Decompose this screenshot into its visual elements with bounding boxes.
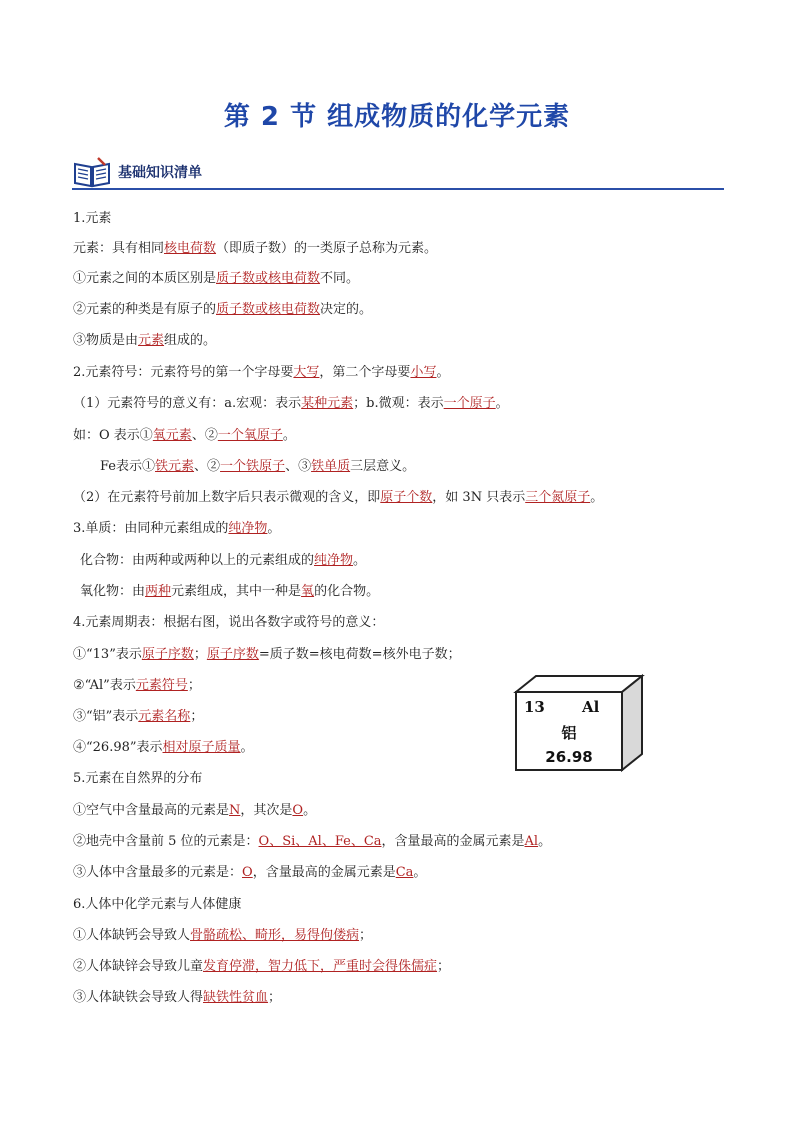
text-line: [73, 739, 254, 757]
static-text: 6.人体中化学元素与人体健康: [73, 897, 242, 912]
static-text: 不同。: [320, 271, 360, 286]
cube-element-name: 铝: [561, 724, 577, 742]
text-line: [73, 864, 426, 882]
text-line: [73, 240, 437, 258]
text-line: [73, 958, 450, 976]
text-line: [73, 646, 461, 664]
static-text: ；: [437, 959, 451, 974]
text-line: [80, 552, 366, 570]
static-text: ②元素的种类是有原子的: [73, 302, 217, 317]
text-line: [73, 896, 241, 914]
answer-text: 元素名称: [138, 709, 191, 724]
static-text: ②“Al”表示: [73, 678, 136, 693]
static-text: 氧化物：由: [80, 584, 146, 599]
cube-symbol: Al: [582, 698, 600, 716]
answer-text: O: [242, 865, 253, 880]
answer-text: 相对原子质量: [162, 740, 241, 755]
static-text: ；: [268, 990, 282, 1005]
static-text: ②地壳中含量前 5 位的元素是：: [73, 834, 259, 849]
answer-text: Ca: [395, 865, 414, 880]
static-text: 决定的。: [320, 302, 373, 317]
answer-text: 质子数或核电荷数: [216, 302, 321, 317]
answer-text: 纯净物: [314, 553, 354, 568]
static-text: 4.元素周期表：根据右图，说出各数字或符号的意义：: [73, 615, 385, 630]
answer-text: 一个氧原子: [217, 428, 283, 443]
text-line: [73, 520, 280, 538]
answer-text: 小写: [410, 365, 437, 380]
static-text: ②人体缺锌会导致儿童: [73, 959, 204, 974]
text-line: [73, 833, 551, 851]
answer-text: 一个铁原子: [220, 459, 286, 474]
static-text: ①元素之间的本质区别是: [73, 271, 217, 286]
static-text: 、③: [285, 459, 312, 474]
text-line: [73, 301, 372, 319]
section-header-label: 基础知识清单: [118, 165, 202, 181]
static-text: 的化合物。: [314, 584, 380, 599]
answer-text: O: [292, 803, 304, 818]
text-line: [73, 489, 603, 507]
static-text: 。: [282, 428, 296, 443]
static-text: ，含量最高的金属元素是: [252, 865, 396, 880]
section-header: [72, 156, 724, 190]
text-line: [73, 927, 372, 945]
static-text: ①“13”表示: [73, 647, 142, 662]
static-text: 。: [538, 834, 552, 849]
static-text: 如：O 表示①: [73, 428, 153, 443]
text-line: [73, 270, 359, 288]
static-text: 、②: [194, 459, 221, 474]
static-text: （即质子数）的一类原子总称为元素。: [216, 241, 438, 256]
answer-text: 原子个数: [380, 490, 433, 505]
answer-text: 核电荷数: [164, 241, 217, 256]
static-text: 元素组成，其中一种是: [171, 584, 302, 599]
static-text: ，第二个字母要: [319, 365, 411, 380]
static-text: 。: [495, 396, 509, 411]
static-text: ③人体中含量最多的元素是：: [73, 865, 243, 880]
static-text: ；: [190, 709, 204, 724]
static-text: 。: [413, 865, 427, 880]
answer-text: 质子数或核电荷数: [216, 271, 321, 286]
answer-text: 缺铁性贫血: [203, 990, 269, 1005]
static-text: 三层意义。: [350, 459, 416, 474]
answer-text: 某种元素: [301, 396, 354, 411]
page-title: 第 2 节 组成物质的化学元素: [223, 102, 571, 132]
static-text: 组成的。: [164, 333, 217, 348]
cube-atomic-mass: 26.98: [545, 748, 593, 766]
static-text: ，含量最高的金属元素是: [381, 834, 525, 849]
text-line: [73, 989, 281, 1007]
static-text: ，其次是: [240, 803, 293, 818]
static-text: ③“铝”表示: [73, 709, 139, 724]
static-text: Fe表示①: [100, 459, 156, 474]
static-text: ；: [193, 647, 207, 662]
answer-text: 大写: [293, 365, 320, 380]
static-text: 元素：具有相同: [73, 241, 165, 256]
answer-text: 氧: [301, 584, 315, 599]
answer-text: 元素符号: [135, 678, 188, 693]
text-line: [73, 210, 111, 228]
static-text: ；b.微观：表示: [353, 396, 444, 411]
text-line: [73, 395, 509, 413]
text-line: [73, 802, 316, 820]
text-line: [100, 458, 415, 476]
book-icon: [72, 156, 112, 188]
answer-text: 氧元素: [152, 428, 192, 443]
answer-text: 发育停滞，智力低下，严重时会得侏儒症: [203, 959, 438, 974]
cube-atomic-number: 13: [524, 698, 545, 716]
static-text: ①空气中含量最高的元素是: [73, 803, 230, 818]
static-text: ；: [187, 678, 201, 693]
static-text: ；: [359, 928, 373, 943]
text-line: [73, 708, 203, 726]
answer-text: 原子序数: [206, 647, 259, 662]
answer-text: 两种: [145, 584, 172, 599]
text-line: [73, 332, 216, 350]
section-divider: [72, 188, 724, 190]
static-text: 1.元素: [73, 211, 112, 226]
static-text: 2.元素符号：元素符号的第一个字母要: [73, 365, 294, 380]
text-line: [73, 427, 296, 445]
text-line: [80, 583, 379, 601]
static-text: 化合物：由两种或两种以上的元素组成的: [80, 553, 315, 568]
answer-text: 铁单质: [311, 459, 351, 474]
static-text: 5.元素在自然界的分布: [73, 771, 203, 786]
answer-text: 铁元素: [155, 459, 195, 474]
text-line: [73, 677, 201, 695]
static-text: 。: [353, 553, 367, 568]
static-text: ③物质是由: [73, 333, 139, 348]
answer-text: Al: [524, 834, 539, 849]
static-text: （2）在元素符号前加上数字后只表示微观的含义，即: [73, 490, 381, 505]
static-text: ④“26.98”表示: [73, 740, 163, 755]
static-text: 。: [303, 803, 317, 818]
answer-text: 三个氮原子: [525, 490, 591, 505]
static-text: ，如 3N 只表示: [432, 490, 526, 505]
static-text: 、②: [191, 428, 218, 443]
static-text: 。: [240, 740, 254, 755]
answer-text: O、Si、Al、Fe、Ca: [258, 834, 382, 849]
text-line: [73, 770, 202, 788]
static-text: ①人体缺钙会导致人: [73, 928, 191, 943]
answer-text: 元素: [138, 333, 165, 348]
static-text: 3.单质：由同种元素组成的: [73, 521, 229, 536]
static-text: （1）元素符号的意义有：a.宏观：表示: [73, 396, 302, 411]
element-cube-figure: [510, 672, 648, 774]
answer-text: N: [229, 803, 241, 818]
answer-text: 一个原子: [443, 396, 496, 411]
text-line: [73, 614, 384, 632]
answer-text: 纯净物: [228, 521, 268, 536]
static-text: ③人体缺铁会导致人得: [73, 990, 204, 1005]
static-text: 。: [590, 490, 604, 505]
answer-text: 骨骼疏松、畸形，易得佝偻病: [190, 928, 360, 943]
answer-text: 原子序数: [141, 647, 194, 662]
static-text: 。: [267, 521, 281, 536]
static-text: 。: [436, 365, 450, 380]
text-line: [73, 364, 449, 382]
static-text: =质子数=核电荷数=核外电子数；: [258, 647, 461, 662]
